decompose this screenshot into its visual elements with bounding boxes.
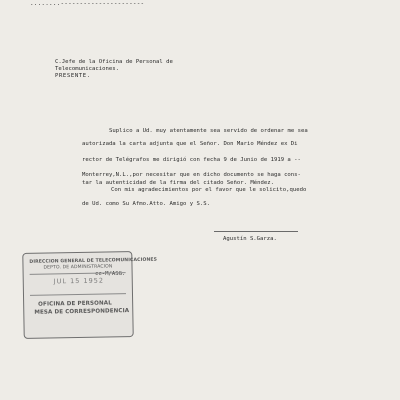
receipt-stamp <box>22 251 158 339</box>
recipient-line-3: PRESENTE. <box>55 73 91 79</box>
signature-name: Agustín S.Garza. <box>223 236 277 242</box>
stamp-line-1: DIRECCION GENERAL DE TELECOMUNICACIONES <box>29 257 158 265</box>
body-paragraph-1-line-4: Monterrey,N.L.,por necesitar que en dicho documento se haga cons- <box>82 172 301 178</box>
recipient-line-1: C.Jefe de la Oficina de Personal de <box>55 59 173 65</box>
body-paragraph-2-line-1: Con mis agradecimientos por el favor que le solicito,quedo <box>111 187 307 193</box>
body-paragraph-1-line-2: autorizada la carta adjunta que el Señor. Don Mario Méndez ex Di <box>82 141 298 147</box>
body-paragraph-1-line-1: Suplico a Ud. muy atentamente sea servido de ordenar me sea <box>109 128 308 134</box>
body-paragraph-2-line-2: de Ud. como Su Afmo.Atto. Amigo y S.S. <box>82 201 210 207</box>
stamp-divider <box>30 272 126 275</box>
stamp-line-5: MESA DE CORRESPONDENCIA <box>34 308 130 316</box>
header-rule-text: ........---------------------- <box>30 0 145 7</box>
body-paragraph-1-line-3: rector de Telégrafos me dirigió con fecha 9 de Junio de 1919 a -- <box>82 157 301 163</box>
stamp-line-2: DEPTO. DE ADMINISTRACION <box>43 264 113 271</box>
body-paragraph-1-line-5: tar la autenticidad de la firma del citado Señor. Méndez. <box>82 180 274 186</box>
stamp-date: JUL 15 1952 <box>53 276 105 286</box>
stamp-line-4: OFICINA DE PERSONAL <box>38 300 112 308</box>
signature-line <box>214 231 298 232</box>
stamp-divider <box>30 293 126 296</box>
reference-code: cc-M/ASG. <box>95 271 126 277</box>
recipient-line-2: Telecomunicaciones. <box>55 66 119 72</box>
